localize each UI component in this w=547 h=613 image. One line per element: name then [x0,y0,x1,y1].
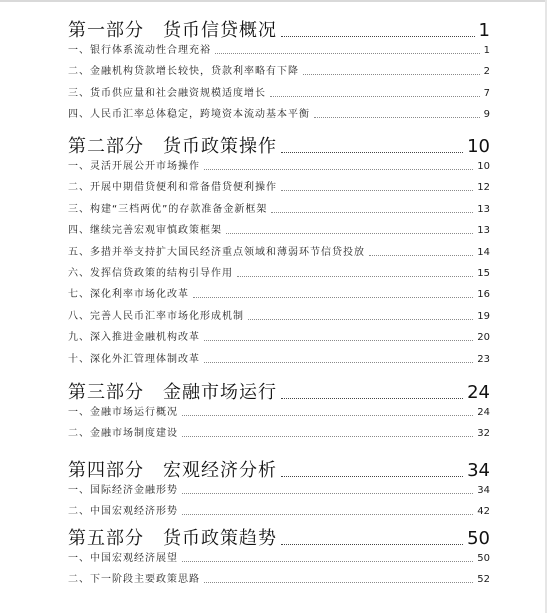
toc-section-page-number: 32 [477,428,490,439]
toc-section-row[interactable] [68,499,490,519]
dot-leader [182,561,473,562]
toc-section-row[interactable] [68,478,490,498]
toc-section-title: 一、国际经济金融形势 [68,485,178,496]
dot-leader [303,74,480,75]
toc-section-row[interactable] [68,175,490,195]
toc-section-title: 二、金融机构贷款增长较快，贷款利率略有下降 [68,66,299,77]
toc-section-page-number: 15 [477,268,490,279]
toc-part-title: 第二部分 货币政策操作 [68,136,277,157]
toc-section-title: 一、银行体系流动性合理充裕 [68,45,211,56]
toc-section-page-number: 20 [477,332,490,343]
toc-section-row[interactable] [68,546,490,566]
toc-part-page-number: 10 [467,136,490,157]
toc-section-title: 九、深入推进金融机构改革 [68,332,200,343]
toc-section-page-number: 10 [477,161,490,172]
toc-section-title: 二、下一阶段主要政策思路 [68,574,200,585]
dot-leader [237,276,473,277]
toc-section-row[interactable] [68,102,490,122]
toc-section-row[interactable] [68,261,490,281]
toc-part-page-number: 34 [467,460,490,481]
toc-section-row[interactable] [68,154,490,174]
toc-section-page-number: 7 [483,88,490,99]
toc-section-row[interactable] [68,325,490,345]
toc-section-page-number: 2 [483,66,490,77]
toc-section-title: 十、深化外汇管理体制改革 [68,354,200,365]
dot-leader [182,514,473,515]
toc-section-page-number: 1 [483,45,490,56]
dot-leader [270,96,480,97]
toc-section-page-number: 23 [477,354,490,365]
toc-section-row[interactable] [68,197,490,217]
toc-section-row[interactable] [68,38,490,58]
toc-section-page-number: 24 [477,407,490,418]
dot-leader [281,398,463,399]
toc-section-title: 一、灵活开展公开市场操作 [68,161,200,172]
toc-section-page-number: 52 [477,574,490,585]
toc-section-page-number: 9 [483,109,490,120]
dot-leader [215,53,480,54]
toc-section-title: 四、人民币汇率总体稳定，跨境资本流动基本平衡 [68,109,310,120]
dot-leader [281,476,463,477]
dot-leader [281,152,463,153]
toc-part-title: 第五部分 货币政策趋势 [68,528,277,549]
toc-part-title: 第四部分 宏观经济分析 [68,460,277,481]
toc-part-title: 第一部分 货币信贷概况 [68,20,277,41]
toc-section-title: 一、中国宏观经济展望 [68,553,178,564]
toc-section-row[interactable] [68,59,490,79]
dot-leader [204,582,473,583]
toc-section-page-number: 12 [477,182,490,193]
toc-section-page-number: 16 [477,289,490,300]
dot-leader [271,212,473,213]
dot-leader [182,493,473,494]
toc-part-page-number: 24 [467,382,490,403]
toc-section-row[interactable] [68,421,490,441]
dot-leader [314,117,480,118]
toc-section-row[interactable] [68,218,490,238]
toc-part-title: 第三部分 金融市场运行 [68,382,277,403]
dot-leader [248,319,473,320]
toc-section-title: 二、中国宏观经济形势 [68,506,178,517]
toc-section-page-number: 42 [477,506,490,517]
toc-part-page-number: 50 [467,528,490,549]
dot-leader [204,169,473,170]
toc-section-title: 四、继续完善宏观审慎政策框架 [68,225,222,236]
dot-leader [369,255,473,256]
toc-section-title: 八、完善人民币汇率市场化形成机制 [68,311,244,322]
toc-section-title: 三、构建“三档两优”的存款准备金新框架 [68,204,268,215]
dot-leader [226,233,473,234]
toc-section-title: 三、货币供应量和社会融资规模适度增长 [68,88,266,99]
toc-section-row[interactable] [68,304,490,324]
toc-section-title: 一、金融市场运行概况 [68,407,178,418]
toc-section-row[interactable] [68,240,490,260]
toc-section-page-number: 34 [477,485,490,496]
toc-section-title: 二、金融市场制度建设 [68,428,178,439]
dot-leader [281,544,463,545]
toc-section-page-number: 13 [477,225,490,236]
toc-section-page-number: 13 [477,204,490,215]
toc-section-row[interactable] [68,567,490,587]
dot-leader [204,362,473,363]
dot-leader [182,415,473,416]
toc-section-page-number: 19 [477,311,490,322]
toc-section-title: 二、开展中期借贷便利和常备借贷便利操作 [68,182,277,193]
dot-leader [281,190,473,191]
dot-leader [204,340,473,341]
toc-section-page-number: 50 [477,553,490,564]
toc-section-title: 六、发挥信贷政策的结构引导作用 [68,268,233,279]
toc-section-row[interactable] [68,81,490,101]
toc-section-title: 五、多措并举支持扩大国民经济重点领域和薄弱环节信贷投放 [68,247,365,258]
dot-leader [281,36,475,37]
toc-section-title: 七、深化利率市场化改革 [68,289,189,300]
dot-leader [193,297,473,298]
toc-section-page-number: 14 [477,247,490,258]
toc-part-page-number: 1 [478,20,490,41]
dot-leader [182,436,473,437]
toc-section-row[interactable] [68,347,490,367]
toc-section-row[interactable] [68,400,490,420]
toc-section-row[interactable] [68,282,490,302]
